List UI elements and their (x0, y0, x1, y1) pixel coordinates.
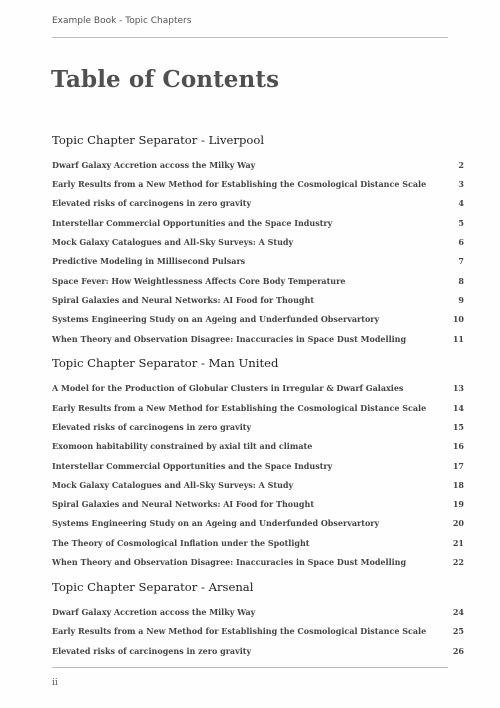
toc-entry-page: 9 (458, 295, 464, 305)
toc-entry[interactable] (52, 607, 464, 621)
toc-entry-page: 10 (452, 314, 464, 324)
toc-entry[interactable] (52, 295, 464, 309)
toc-entry[interactable] (52, 276, 464, 290)
toc-entry-title: The Theory of Cosmological Inflation under the Spotlight (52, 538, 310, 548)
toc-entry-page: 4 (458, 198, 464, 208)
toc-entry-page: 6 (458, 237, 464, 247)
toc-entry-title: Mock Galaxy Catalogues and All-Sky Surveys: A Study (52, 237, 294, 247)
toc-entry-page: 13 (452, 383, 464, 393)
toc-entry-title: Mock Galaxy Catalogues and All-Sky Surveys: A Study (52, 480, 294, 490)
toc-entry-title: Interstellar Commercial Opportunities and the Space Industry (52, 461, 333, 471)
toc-entry-title: Dwarf Galaxy Accretion accoss the Milky Way (52, 607, 256, 617)
toc-entry-page: 18 (452, 480, 464, 490)
toc-entry-page: 5 (458, 218, 464, 228)
toc-entry-title: Exomoon habitability constrained by axial tilt and climate (52, 441, 313, 451)
toc-entry[interactable] (52, 646, 464, 660)
toc-entry[interactable] (52, 557, 464, 571)
toc-entry-page: 16 (452, 441, 464, 451)
toc-entry-page: 25 (452, 626, 464, 636)
toc-entry[interactable] (52, 461, 464, 475)
page-title: Table of Contents (51, 66, 280, 93)
toc-entry-page: 17 (452, 461, 464, 471)
toc-entry-page: 7 (458, 256, 464, 266)
toc-entry-title: Early Results from a New Method for Establishing the Cosmological Distance Scale (52, 179, 427, 189)
toc-entry[interactable] (52, 538, 464, 552)
toc-entry-title: Space Fever: How Weightlessness Affects Core Body Temperature (52, 276, 346, 286)
toc-entry[interactable] (52, 179, 464, 193)
toc-entry-title: Spiral Galaxies and Neural Networks: AI Food for Thought (52, 499, 315, 509)
toc-entry-page: 3 (458, 179, 464, 189)
toc-entry-page: 21 (452, 538, 464, 548)
toc-entry[interactable] (52, 198, 464, 212)
chapter-heading-liverpool: Topic Chapter Separator - Liverpool (52, 133, 265, 147)
chapter-heading-man-united: Topic Chapter Separator - Man United (52, 356, 279, 370)
toc-entry-title: Dwarf Galaxy Accretion accoss the Milky Way (52, 160, 256, 170)
toc-entry[interactable] (52, 334, 464, 348)
toc-entry[interactable] (52, 383, 464, 397)
toc-entry-page: 8 (458, 276, 464, 286)
running-header: Example Book - Topic Chapters (52, 16, 192, 26)
toc-entry[interactable] (52, 237, 464, 251)
toc-entry[interactable] (52, 314, 464, 328)
toc-entry-title: Predictive Modeling in Millisecond Pulsars (52, 256, 246, 266)
toc-entry-page: 19 (452, 499, 464, 509)
toc-entry-page: 2 (458, 160, 464, 170)
chapter-heading-arsenal: Topic Chapter Separator - Arsenal (52, 580, 254, 594)
toc-entry-title: Systems Engineering Study on an Ageing and Underfunded Observartory (52, 314, 380, 324)
toc-entry[interactable] (52, 422, 464, 436)
toc-entry-title: Spiral Galaxies and Neural Networks: AI Food for Thought (52, 295, 315, 305)
page-number: ii (52, 678, 58, 688)
toc-entry-title: Early Results from a New Method for Establishing the Cosmological Distance Scale (52, 626, 427, 636)
toc-entry-page: 22 (452, 557, 464, 567)
toc-entry-page: 20 (452, 518, 464, 528)
header-divider (52, 37, 448, 38)
toc-entry-page: 14 (452, 403, 464, 413)
toc-entry[interactable] (52, 518, 464, 532)
toc-entry-title: Early Results from a New Method for Establishing the Cosmological Distance Scale (52, 403, 427, 413)
toc-entry-page: 26 (452, 646, 464, 656)
toc-entry-title: Systems Engineering Study on an Ageing and Underfunded Observartory (52, 518, 380, 528)
footer-divider (52, 667, 448, 668)
toc-entry[interactable] (52, 160, 464, 174)
toc-entry-page: 24 (452, 607, 464, 617)
toc-entry-title: A Model for the Production of Globular Clusters in Irregular & Dwarf Galaxies (52, 383, 404, 393)
toc-entry[interactable] (52, 499, 464, 513)
toc-entry[interactable] (52, 480, 464, 494)
toc-entry[interactable] (52, 626, 464, 640)
toc-entry-title: When Theory and Observation Disagree: Inaccuracies in Space Dust Modelling (52, 557, 407, 567)
toc-entry-title: Elevated risks of carcinogens in zero gravity (52, 422, 252, 432)
toc-entry-title: Elevated risks of carcinogens in zero gravity (52, 646, 252, 656)
toc-entry[interactable] (52, 403, 464, 417)
toc-entry[interactable] (52, 441, 464, 455)
toc-entry[interactable] (52, 256, 464, 270)
toc-entry-title: Elevated risks of carcinogens in zero gravity (52, 198, 252, 208)
toc-entry-page: 11 (452, 334, 464, 344)
toc-entry-page: 15 (452, 422, 464, 432)
toc-entry-title: Interstellar Commercial Opportunities and the Space Industry (52, 218, 333, 228)
toc-entry[interactable] (52, 218, 464, 232)
toc-entry-title: When Theory and Observation Disagree: Inaccuracies in Space Dust Modelling (52, 334, 407, 344)
